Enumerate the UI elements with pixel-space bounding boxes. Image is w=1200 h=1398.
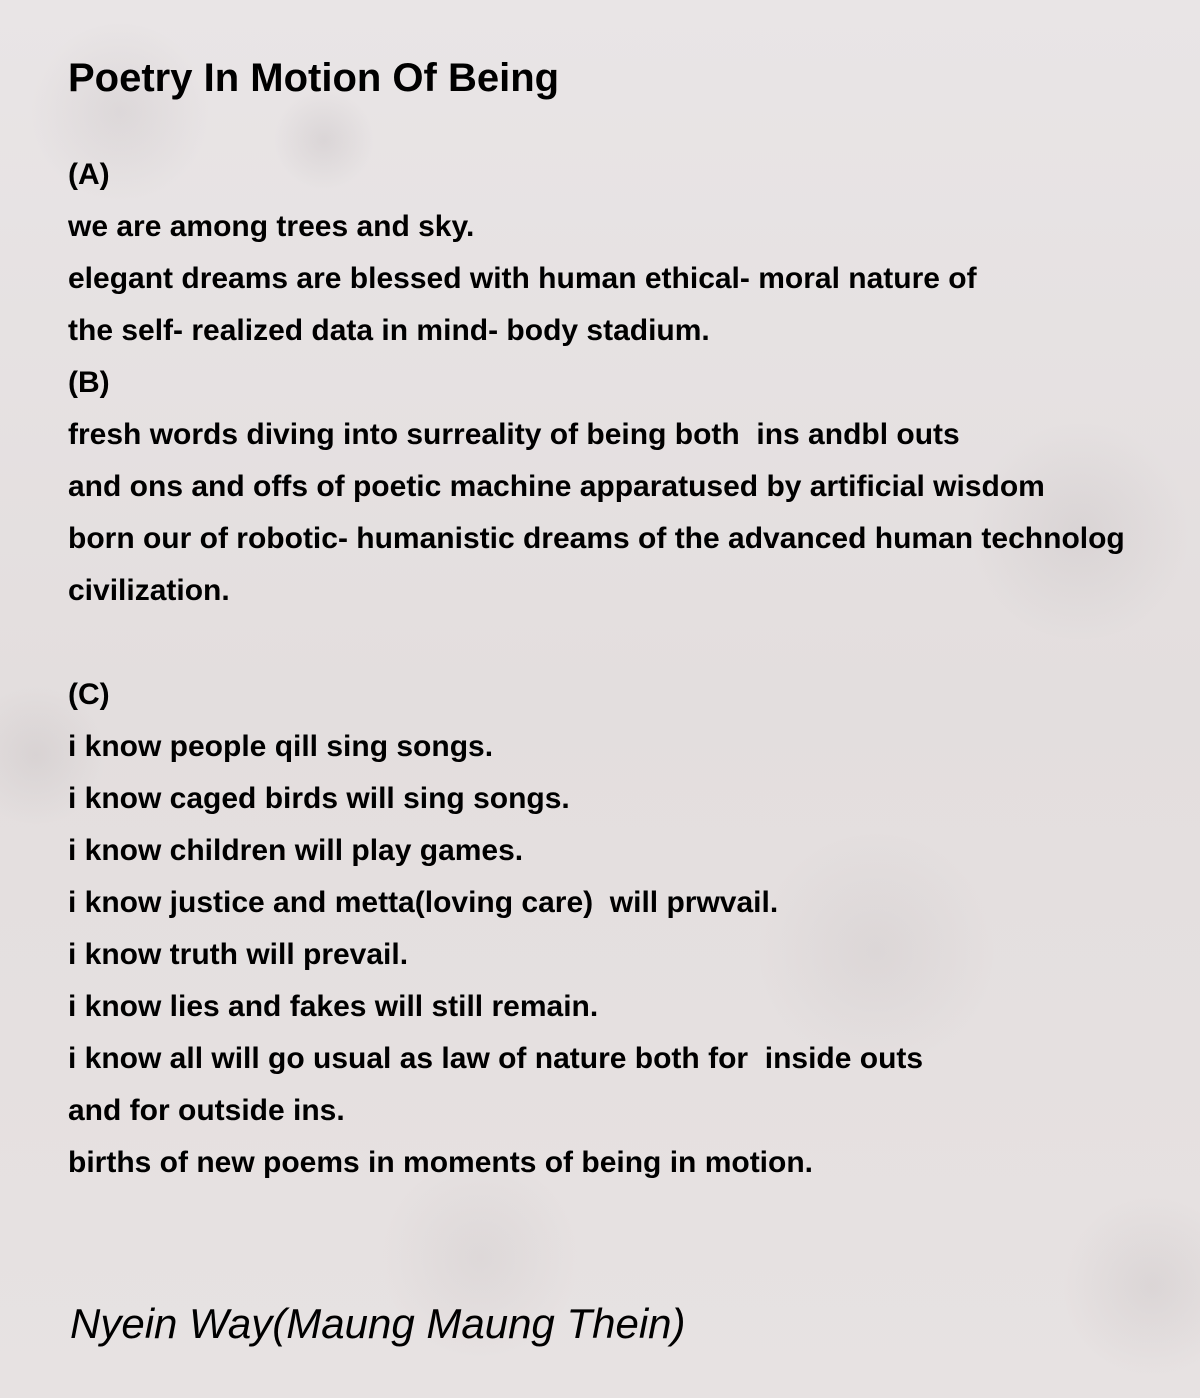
poem-title: Poetry In Motion Of Being xyxy=(68,56,560,100)
poem-line: (A) xyxy=(68,158,110,191)
poem-line: i know children will play games. xyxy=(68,834,524,867)
poem-line: i know all will go usual as law of nature both for inside outs xyxy=(68,1042,924,1075)
poem-line: the self- realized data in mind- body stadium. xyxy=(68,314,710,347)
poem-author: Nyein Way(Maung Maung Thein) xyxy=(70,1300,686,1347)
poem-line: (C) xyxy=(68,678,110,711)
poem-line: and for outside ins. xyxy=(68,1094,345,1127)
poem-line: births of new poems in moments of being in motion. xyxy=(68,1146,814,1179)
poem-line: we are among trees and sky. xyxy=(68,210,475,243)
poem-body xyxy=(68,149,1200,1189)
poem-line: and ons and offs of poetic machine apparatused by artificial wisdom xyxy=(68,470,1045,503)
poem-line: elegant dreams are blessed with human ethical- moral nature of xyxy=(68,262,977,295)
poem-line: i know people qill sing songs. xyxy=(68,730,494,763)
poem-line: fresh words diving into surreality of being both ins andbl outs xyxy=(68,418,960,451)
poem-line: i know truth will prevail. xyxy=(68,938,409,971)
poem-blank-line xyxy=(68,617,1200,669)
poem-line: i know caged birds will sing songs. xyxy=(68,782,570,815)
poem-line: civilization. xyxy=(68,574,230,607)
poem-line: (B) xyxy=(68,366,110,399)
poem-line: i know justice and metta(loving care) will prwvail. xyxy=(68,886,779,919)
poem-line: i know lies and fakes will still remain. xyxy=(68,990,599,1023)
poem-line: born our of robotic- humanistic dreams of the advanced human technolog xyxy=(68,522,1125,555)
